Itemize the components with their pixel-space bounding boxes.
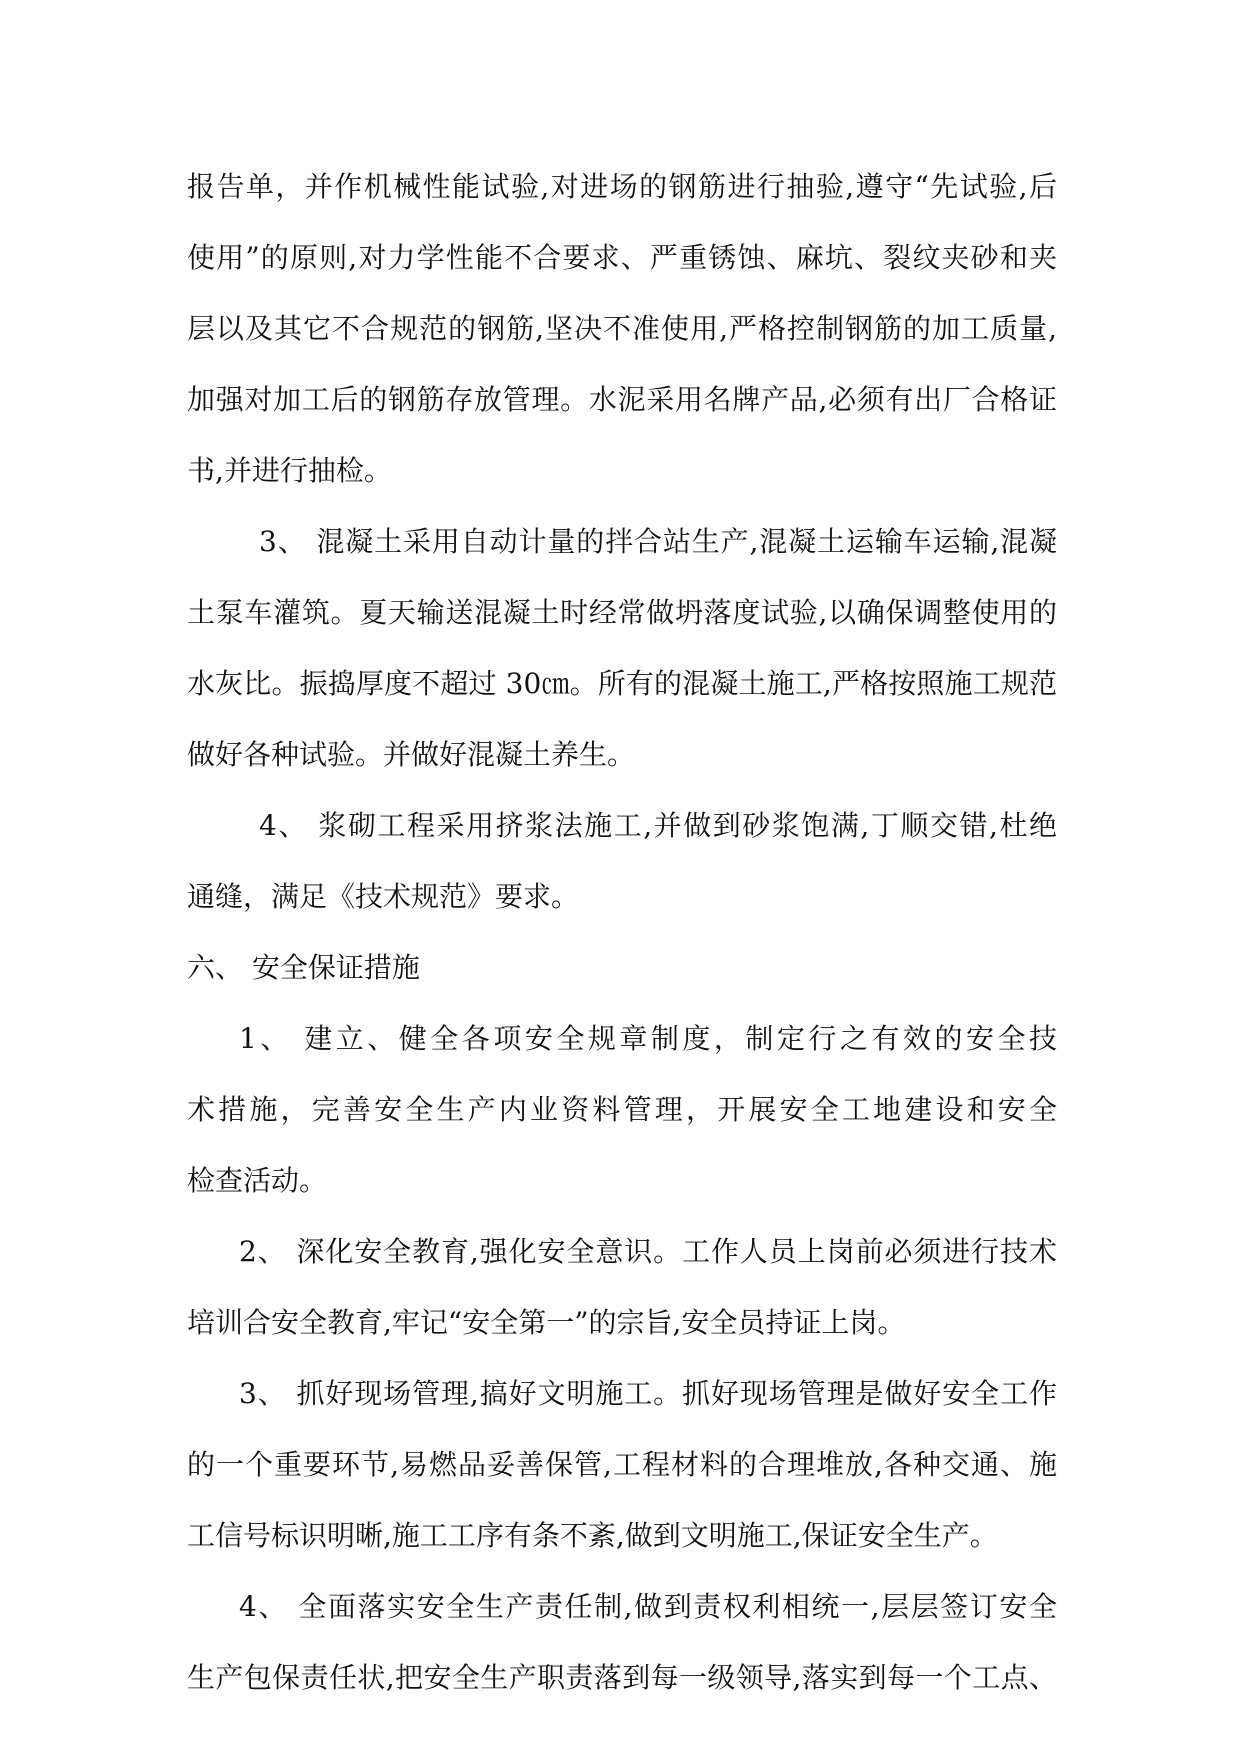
text-line: 1、 建立、健全各项安全规章制度，制定行之有效的安全技: [239, 1022, 1057, 1055]
text-line: 加强对加工后的钢筋存放管理。水泥采用名牌产品,必须有出厂合格证: [187, 383, 1057, 416]
paragraph-safety-rules: [187, 1003, 1057, 1216]
text-line: 报告单，并作机械性能试验,对进场的钢筋进行抽验,遵守“先试验,后: [187, 170, 1057, 203]
text-line: 书,并进行抽检。: [187, 454, 392, 487]
paragraph-safety-education: [187, 1216, 1057, 1358]
text-line: 工信号标识明晰,施工工序有条不紊,做到文明施工,保证安全生产。: [187, 1519, 998, 1552]
section-heading-safety-measures: [187, 932, 1057, 1003]
text-line: 检查活动。: [187, 1164, 328, 1197]
text-line: 通缝，满足《技术规范》要求。: [187, 880, 580, 913]
text-line: 4、 浆砌工程采用挤浆法施工,并做到砂浆饱满,丁顺交错,杜绝: [259, 809, 1057, 842]
paragraph-masonry: [187, 790, 1057, 932]
text-line: 2、 深化安全教育,强化安全意识。工作人员上岗前必须进行技术: [239, 1235, 1057, 1268]
text-line: 3、 混凝土采用自动计量的拌合站生产,混凝土运输车运输,混凝: [259, 525, 1057, 558]
text-line: 3、 抓好现场管理,搞好文明施工。抓好现场管理是做好安全工作: [239, 1377, 1057, 1410]
text-line: 的一个重要环节,易燃品妥善保管,工程材料的合理堆放,各种交通、施: [187, 1448, 1057, 1481]
text-line: 做好各种试验。并做好混凝土养生。: [187, 738, 636, 771]
paragraph-concrete: [187, 506, 1057, 790]
text-line: 4、 全面落实安全生产责任制,做到责权利相统一,层层签订安全: [239, 1590, 1057, 1623]
text-line: 培训合安全教育,牢记“安全第一”的宗旨,安全员持证上岗。: [187, 1306, 906, 1339]
text-line: 生产包保责任状,把安全生产职责落到每一级领导,落实到每一个工点、: [187, 1661, 1057, 1694]
text-line: 土泵车灌筑。夏天输送混凝土时经常做坍落度试验,以确保调整使用的: [187, 596, 1057, 629]
heading-text: 六、 安全保证措施: [187, 951, 420, 984]
paragraph-rebar-inspection: [187, 151, 1057, 506]
text-line: 术措施，完善安全生产内业资料管理，开展安全工地建设和安全: [187, 1093, 1057, 1126]
document-body: [187, 151, 1057, 1713]
paragraph-site-management: [187, 1358, 1057, 1571]
text-line: 使用”的原则,对力学性能不合要求、严重锈蚀、麻坑、裂纹夹砂和夹: [187, 241, 1057, 274]
text-line: 水灰比。振捣厚度不超过 30㎝。所有的混凝土施工,严格按照施工规范: [187, 667, 1057, 700]
paragraph-responsibility: [187, 1571, 1057, 1713]
text-line: 层以及其它不合规范的钢筋,坚决不准使用,严格控制钢筋的加工质量,: [187, 312, 1057, 345]
